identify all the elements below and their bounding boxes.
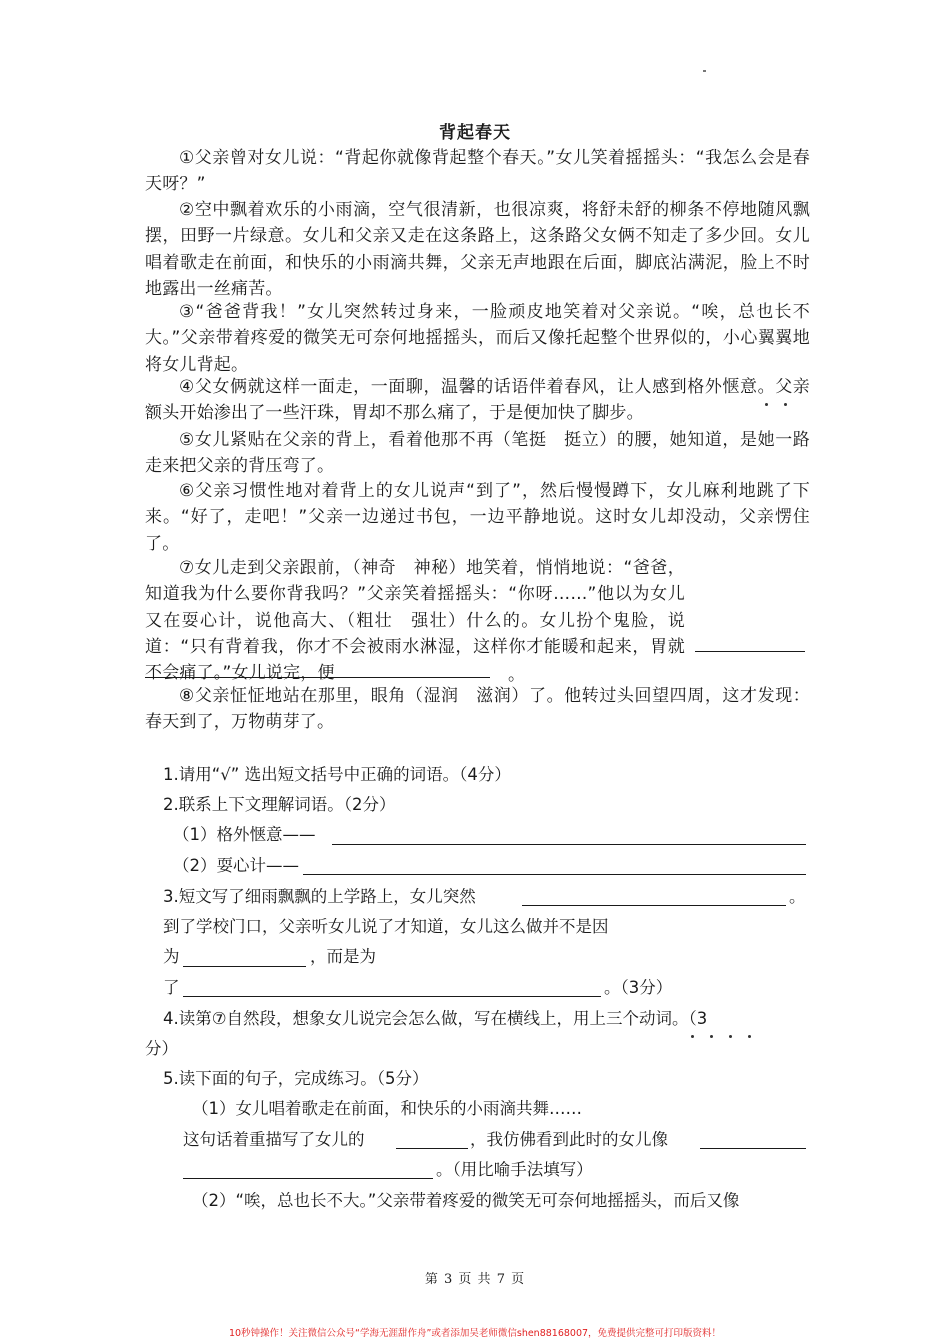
paragraph-3: ③“爸爸背我！”女儿突然转过身来，一脸顽皮地笑着对父亲说。“唉，总也长不大。”父亲带着疼爱的微笑无可奈何地摇摇头，而后又像托起整个世界似的，小心翼翼地将女儿背起。 — [145, 302, 810, 375]
emphasis-dot — [729, 1035, 732, 1038]
paragraph-6: ⑥父亲习惯性地对着背上的女儿说声“到了”，然后慢慢蹲下，女儿麻利地跳了下来。“好了，走吧！”父亲一边递过书包，一边平静地说。这时女儿却没动，父亲愣住了。 — [145, 481, 810, 554]
article-title: 背起春天 — [439, 123, 511, 143]
question-3-line-3-end: ，而是为 — [310, 947, 376, 966]
scan-speck — [703, 70, 706, 72]
p7-end-mark: 。 — [508, 665, 525, 685]
question-3-line-4-start: 了 — [163, 978, 180, 997]
answer-line-q2-2[interactable] — [303, 874, 806, 875]
page-number: 第 3 页 共 7 页 — [424, 1272, 526, 1287]
question-4-cont: 分） — [145, 1039, 178, 1058]
answer-blank-p7-a[interactable] — [695, 651, 805, 652]
question-5-1-line-b: ，我仿佛看到此时的女儿像 — [470, 1130, 668, 1149]
paragraph-1: ①父亲曾对女儿说：“背起你就像背起整个春天。”女儿笑着摇摇头：“我怎么会是春天呀？” — [145, 148, 810, 195]
question-2-1: （1）格外惬意—— — [173, 825, 316, 844]
answer-line-q3-a[interactable] — [522, 905, 786, 906]
paragraph-8: ⑧父亲怔怔地站在那里，眼角（湿润 滋润）了。他转过头回望四周，这才发现：春天到了，万物萌芽了。 — [145, 686, 810, 733]
question-5-1-line-a: 这句话着重描写了女儿的 — [183, 1130, 365, 1149]
paragraph-7: ⑦女儿走到父亲跟前，（神奇 神秘）地笑着，悄悄地说：“爸爸，知道我为什么要你背我吗？”父亲笑着摇摇头：“你呀……”他以为女儿又在耍心计，说他高大、（粗壮 强壮）什么的。女儿扮个鬼脸，说道：“只有背着我，你才不会被雨水淋湿，这样你才能暖和起来，胃就不会痛了。”女儿说完，便 — [145, 558, 685, 684]
question-3-line-1: 3.短文写了细雨飘飘的上学路上，女儿突然 — [163, 887, 476, 906]
answer-line-q3-c[interactable] — [183, 996, 601, 997]
answer-blank-p7-b[interactable] — [145, 677, 490, 678]
emphasis-dot — [710, 1035, 713, 1038]
answer-line-q2-1[interactable] — [332, 844, 806, 845]
question-3-line-3-start: 为 — [163, 947, 180, 966]
question-2-2: （2）耍心计—— — [173, 856, 299, 875]
paragraph-2: ②空中飘着欢乐的小雨滴，空气很清新，也很凉爽，将舒未舒的柳条不停地随风飘摆，田野一片绿意。女儿和父亲又走在这条路上，这条路父女俩不知走了多少回。女儿唱着歌走在前面，和快乐的小雨滴共舞，父亲无声地跟在后面，脚底沾满泥，脸上不时地露出一丝痛苦。 — [145, 200, 810, 299]
emphasis-dot — [784, 403, 787, 406]
answer-line-q5-c[interactable] — [183, 1178, 433, 1179]
question-5-2: （2）“唉，总也长不大。”父亲带着疼爱的微笑无可奈何地摇摇头，而后又像 — [192, 1191, 740, 1210]
question-2: 2.联系上下文理解词语。（2分） — [163, 795, 396, 814]
question-5-1: （1）女儿唱着歌走在前面，和快乐的小雨滴共舞…… — [192, 1099, 582, 1118]
paragraph-5: ⑤女儿紧贴在父亲的背上，看着他那不再（笔挺 挺立）的腰，她知道，是她一路走来把父亲的背压弯了。 — [145, 430, 810, 477]
promo-notice: 10秒钟操作！关注微信公众号“学海无涯甜作舟”或者添加吴老师微信shen88168007，免费提供完整可打印版资料！ — [228, 1328, 722, 1339]
question-5-1-line-c: 。（用比喻手法填写） — [436, 1160, 593, 1179]
emphasis-dot — [691, 1035, 694, 1038]
emphasis-dot — [765, 403, 768, 406]
question-4: 4.读第⑦自然段，想象女儿说完会怎么做，写在横线上，用上三个动词。（3 — [163, 1009, 708, 1028]
paragraph-4: ④父女俩就这样一面走，一面聊，温馨的话语伴着春风，让人感到格外惬意。父亲额头开始渗出了一些汗珠，胃却不那么痛了，于是便加快了脚步。 — [145, 377, 810, 424]
answer-line-q5-a[interactable] — [396, 1148, 468, 1149]
answer-line-q3-b[interactable] — [183, 966, 306, 967]
question-3-line-4-end: 。（3分） — [604, 978, 673, 997]
question-1: 1.请用“√” 选出短文括号中正确的词语。（4分） — [163, 765, 511, 784]
question-5: 5.读下面的句子，完成练习。（5分） — [163, 1069, 429, 1088]
answer-line-q5-b[interactable] — [700, 1148, 806, 1149]
question-3-line-1-end: 。 — [789, 887, 806, 906]
emphasis-dot — [748, 1035, 751, 1038]
question-3-line-2: 到了学校门口，父亲听女儿说了才知道，女儿这么做并不是因 — [163, 917, 609, 936]
